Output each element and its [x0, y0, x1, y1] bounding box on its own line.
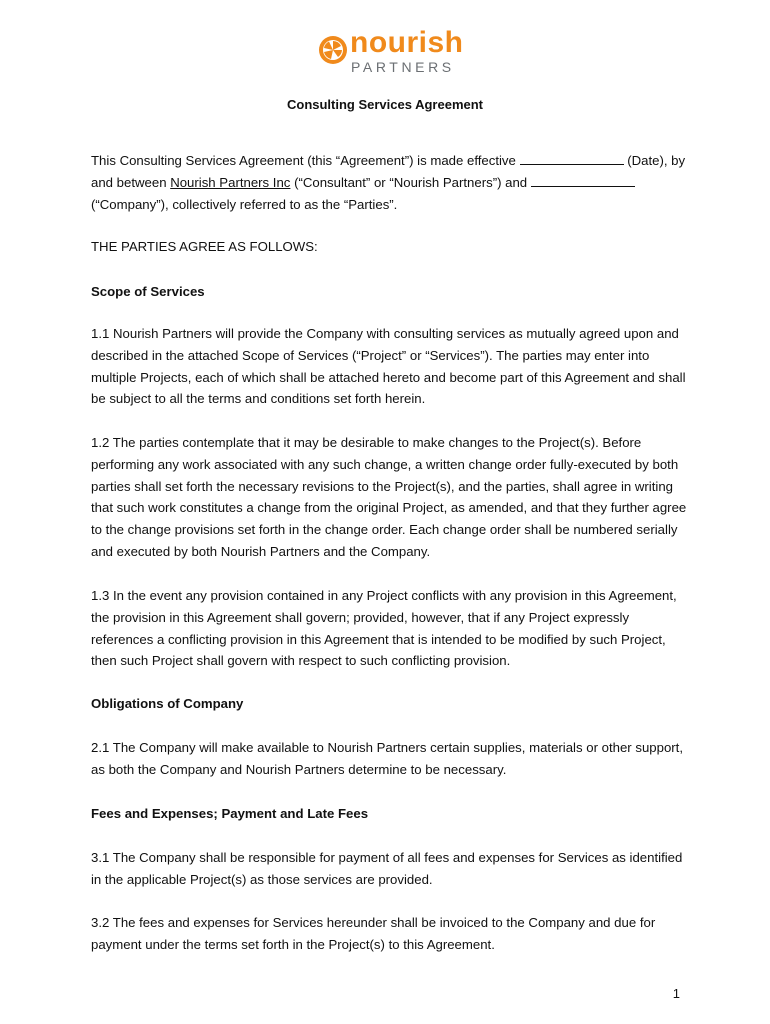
intro-text-3: (“Consultant” or “Nourish Partners”) and: [294, 174, 528, 190]
logo-wordmark: nourish: [350, 26, 464, 59]
fees-heading: Fees and Expenses; Payment and Late Fees: [91, 806, 369, 821]
logo-subtitle: PARTNERS: [351, 59, 455, 75]
page-number: 1: [672, 986, 680, 1001]
orange-slice-icon: [318, 35, 348, 65]
clause-3-1: 3.1 The Company shall be responsible for payment of all fees and expenses for Services as identified in the applicable Project(s) as those services are provided.: [91, 850, 683, 887]
scope-heading: Scope of Services: [91, 284, 205, 299]
obligations-heading: Obligations of Company: [91, 696, 244, 711]
consultant-name: Nourish Partners Inc: [170, 174, 291, 190]
company-blank-field[interactable]: [531, 173, 635, 187]
clause-1-1: 1.1 Nourish Partners will provide the Company with consulting services as mutually agreed upon and described in the attached Scope of Services (“Project” or “Services”). The parties may enter into multiple Projects, each of which shall be attached hereto and become part of this Agreement and shall be subject to all the terms and conditions set forth herein.: [91, 326, 686, 407]
clause-1-3: 1.3 In the event any provision contained in any Project conflicts with any provision in this Agreement, the provision in this Agreement shall govern; provided, however, that if any Project expressly references a conflicting provision in this Agreement that is intended to be modified by such Project, then such Project shall govern with respect to such conflicting provision.: [91, 588, 677, 669]
agree-statement: THE PARTIES AGREE AS FOLLOWS:: [91, 239, 318, 254]
clause-1-2: 1.2 The parties contemplate that it may be desirable to make changes to the Project(s). Before performing any work associated with any such change, a written change order fully-executed by both parties shall set forth the necessary revisions to the Project(s), and the parties, shall agree in writing that such work constitutes a change from the original Project, as amended, and that they further agree to the change provisions set forth in the change order. Each change order shall be numbered serially and executed by both Nourish Partners and the Company.: [91, 435, 687, 559]
clause-3-2: 3.2 The fees and expenses for Services hereunder shall be invoiced to the Company and due for payment under the terms set forth in the Project(s) to this Agreement.: [91, 915, 656, 952]
intro-text-2: (Date), by and between: [91, 153, 686, 190]
intro-paragraph: [91, 150, 691, 215]
nourish-partners-logo: [318, 26, 464, 80]
document-title: Consulting Services Agreement: [286, 97, 483, 112]
intro-text-4: (“Company”), collectively referred to as the “Parties”.: [91, 196, 398, 212]
clause-2-1: 2.1 The Company will make available to Nourish Partners certain supplies, materials or other support, as both the Company and Nourish Partners determine to be necessary.: [91, 740, 684, 777]
date-blank-field[interactable]: [520, 151, 624, 165]
intro-text-1: This Consulting Services Agreement (this “Agreement”) is made effective: [91, 153, 516, 168]
